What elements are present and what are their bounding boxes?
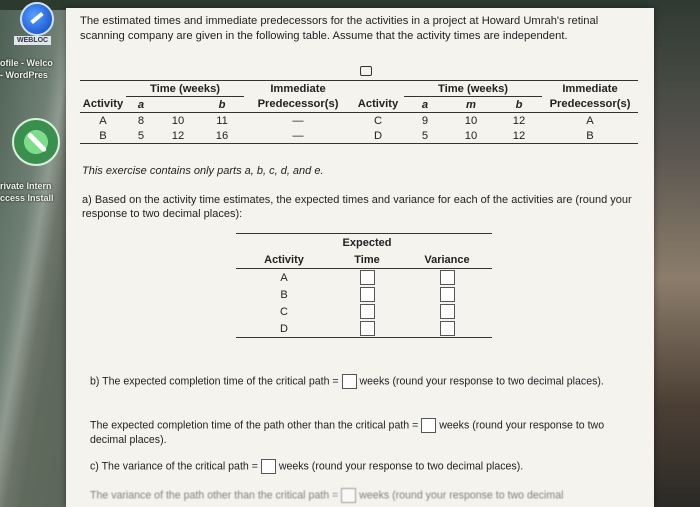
private-label-1: rivate Intern — [0, 181, 52, 191]
part-b2-label: The expected completion time of the path other than the critical path = — [90, 419, 419, 432]
intro-text: The estimated times and immediate predecessors for the activities in a project at Howard Umrah's retinal scanning company are given in the following table. Assume that the activity times are independent. — [80, 15, 599, 42]
part-b1-label: b) The expected completion time of the critical path = — [90, 375, 339, 388]
table-row — [80, 113, 638, 129]
pred-header-left-1: Immediate — [244, 81, 352, 97]
variance-input-c[interactable] — [440, 304, 455, 319]
activity-table — [80, 80, 638, 144]
cell: 10 — [464, 129, 478, 142]
m-header-left — [156, 97, 200, 113]
expected-input-b[interactable] — [360, 287, 375, 302]
cell: — — [292, 129, 304, 142]
safari-icon[interactable] — [20, 2, 54, 36]
table-row — [236, 269, 492, 287]
cell: 10 — [171, 114, 185, 127]
profile-label-1: ofile - Welco — [0, 58, 53, 68]
critical-path-variance-input[interactable] — [261, 459, 276, 474]
cell: 5 — [137, 129, 145, 142]
cell: D — [280, 322, 288, 335]
cell: C — [373, 114, 383, 127]
a-header-left: a — [137, 98, 145, 111]
cell: 12 — [171, 129, 185, 142]
homework-panel — [66, 8, 654, 507]
private-internet-access-icon[interactable] — [12, 118, 60, 166]
webloc-label: WEBLOC — [14, 36, 51, 45]
expected-input-c[interactable] — [360, 304, 375, 319]
cell: A — [280, 271, 288, 284]
answer-activity-header: Activity — [264, 253, 304, 266]
m-header-right: m — [466, 98, 476, 111]
variance-input-d[interactable] — [440, 321, 455, 336]
time-header-right: Time (weeks) — [404, 81, 542, 97]
part-b2 — [90, 418, 630, 447]
time-header-left: Time (weeks) — [126, 81, 244, 97]
cell: 8 — [137, 114, 145, 127]
pred-header-left-2: Predecessor(s) — [257, 98, 339, 111]
table-row — [236, 286, 492, 303]
cell: A — [99, 114, 107, 127]
b-header-right: b — [515, 98, 523, 111]
part-c-label: c) The variance of the critical path = — [90, 460, 258, 473]
desktop-right-edge — [648, 0, 700, 507]
expected-header-2: Time — [354, 253, 380, 266]
cell: 5 — [421, 129, 429, 142]
expected-input-d[interactable] — [360, 321, 375, 336]
private-label-2: ccess Install — [0, 193, 54, 203]
activity-header-left: Activity — [82, 98, 124, 111]
critical-path-time-input[interactable] — [342, 374, 357, 389]
cell: 10 — [464, 114, 478, 127]
cell: 16 — [215, 129, 229, 142]
exercise-note: This exercise contains only parts a, b, c, d, and e. — [82, 165, 324, 177]
profile-label-2: - WordPres — [0, 70, 48, 80]
expected-header-1: Expected — [342, 236, 392, 249]
other-path-time-input[interactable] — [421, 418, 436, 433]
cell: — — [292, 114, 304, 127]
part-c — [90, 459, 630, 474]
variance-header: Variance — [424, 253, 470, 266]
cell: D — [373, 129, 383, 142]
answer-table — [236, 233, 492, 338]
expected-input-a[interactable] — [360, 270, 375, 285]
variance-input-a[interactable] — [440, 270, 455, 285]
table-copy-icon[interactable] — [360, 66, 372, 76]
table-row — [236, 320, 492, 338]
part-c-suffix: weeks (round your response to two decimal places). — [278, 460, 524, 473]
activity-header-right: Activity — [357, 98, 399, 111]
part-d — [90, 488, 630, 503]
other-path-variance-input[interactable] — [341, 488, 356, 503]
table-row — [236, 303, 492, 320]
part-a-text: a) Based on the activity time estimates, the expected times and variance for each of the activities are (round your response to two decimal places): — [82, 194, 632, 220]
cell: C — [280, 305, 288, 318]
pred-header-right-1: Immediate — [542, 81, 638, 97]
table-row — [80, 128, 638, 144]
a-header-right: a — [421, 98, 429, 111]
variance-input-b[interactable] — [440, 287, 455, 302]
pred-header-right-2: Predecessor(s) — [549, 98, 631, 111]
part-d-suffix: weeks (round your response to two decimal — [359, 489, 564, 502]
cell: 9 — [421, 114, 429, 127]
cell: B — [280, 288, 288, 301]
cell: 12 — [512, 129, 526, 142]
cell: B — [99, 129, 107, 142]
part-d-label: The variance of the path other than the critical path = — [90, 489, 339, 502]
cell: 12 — [512, 114, 526, 127]
part-b2-suffix: weeks (round your response to two decimal places). — [90, 419, 605, 446]
part-b1-suffix: weeks (round your response to two decimal places). — [359, 375, 604, 388]
cell: B — [586, 129, 594, 142]
cell: A — [586, 114, 594, 127]
b-header-left: b — [218, 98, 226, 111]
cell: 11 — [216, 114, 228, 127]
part-b1 — [90, 374, 630, 389]
